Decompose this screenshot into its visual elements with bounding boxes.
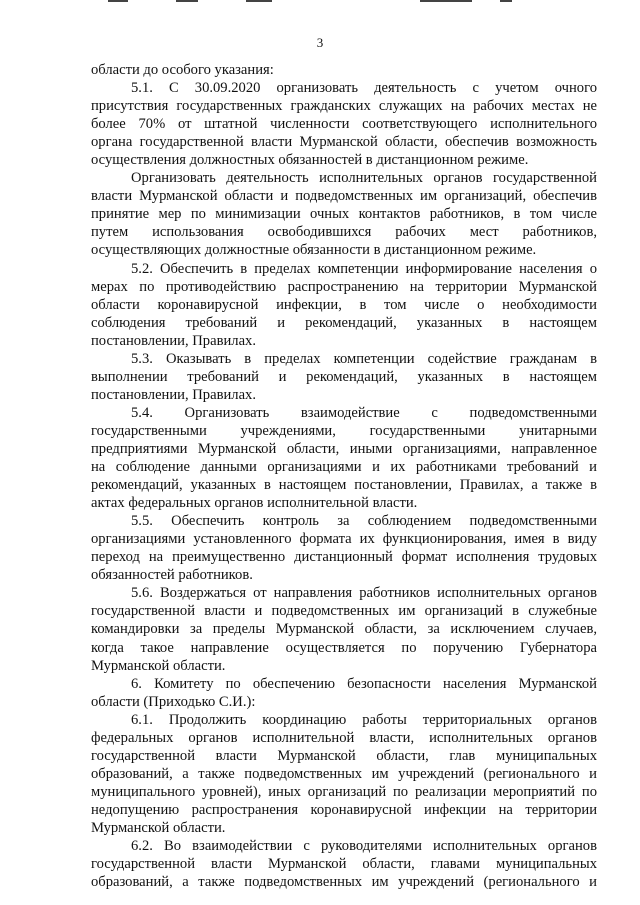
scan-top-marks [0, 0, 640, 6]
text-line: области коронавирусной инфекции, в том числе о необходимости [91, 296, 597, 313]
text-line: командировки за пределы Мурманской области, за исключением случаев, [91, 621, 597, 638]
text-line: 6. Комитету по обеспечению безопасности населения Мурманской [131, 675, 597, 692]
scan-mark [500, 0, 512, 2]
text-line: 5.2. Обеспечить в пределах компетенции информирование населения о [131, 260, 597, 277]
text-line: более 70% от штатной численности соответствующего исполнительного [91, 116, 597, 133]
text-line: 5.4. Организовать взаимодействие с подведомственными [131, 404, 597, 421]
text-line: осуществления должностных обязанностей в дистанционном режиме. [91, 152, 529, 169]
text-line: образований, а также подведомственных им учреждений (регионального и [91, 765, 597, 782]
text-line: присутствия государственных гражданских служащих на рабочих местах не [91, 98, 597, 115]
text-line: государственными учреждениями, государственными унитарными [91, 422, 597, 439]
text-line: 6.1. Продолжить координацию работы территориальных органов [131, 711, 597, 728]
text-line: Мурманской области. [91, 819, 226, 836]
text-line: принятие мер по минимизации очных контактов работников, в том числе [91, 206, 597, 223]
text-line: переход на преимущественно дистанционный формат исполнения трудовых [91, 549, 597, 566]
text-line: Мурманской области. [91, 657, 226, 674]
text-line: образований, а также подведомственных им учреждений (регионального и [91, 874, 597, 891]
text-line: государственной власти Мурманской области, глав муниципальных [91, 747, 597, 764]
text-line: 5.6. Воздержаться от направления работников исполнительных органов [131, 585, 597, 602]
text-line: муниципального уровней), иных организаций по реализации мероприятий по [91, 783, 597, 800]
text-line: области (Приходько С.И.): [91, 693, 256, 710]
text-line: власти Мурманской области и подведомственных им организаций, обеспечив [91, 188, 597, 205]
text-line: организациями установленного формата их функционирования, имея в виду [91, 531, 597, 548]
text-line: федеральных органов исполнительной власти, исполнительных органов [91, 729, 597, 746]
scan-mark [246, 0, 272, 2]
text-line: 5.5. Обеспечить контроль за соблюдением подведомственными [131, 513, 597, 530]
text-line: постановлении, Правилах. [91, 386, 256, 403]
scan-mark [420, 0, 472, 2]
text-line: области до особого указания: [91, 62, 274, 78]
text-line: на соблюдение данными организациями и их работниками требований и [91, 459, 597, 476]
text-line: путем использования освободившихся рабочих мест работников, [91, 224, 597, 241]
text-line: предприятиями Мурманской области, иными организациями, направленное [91, 440, 597, 457]
text-line: 5.3. Оказывать в пределах компетенции содействие гражданам в [131, 350, 597, 367]
text-line: недопущению распространения коронавирусной инфекции на территории [91, 801, 597, 818]
text-line: Организовать деятельность исполнительных органов государственной [131, 170, 597, 187]
scan-mark [108, 0, 128, 2]
text-line: рекомендаций, указанных в настоящем постановлении, Правилах, а также в [91, 477, 597, 494]
document-body [91, 61, 597, 891]
scan-mark [176, 0, 198, 2]
text-line: выполнении требований и рекомендаций, указанных в настоящем [91, 368, 597, 385]
text-line: постановлении, Правилах. [91, 332, 256, 349]
text-line: обязанностей работников. [91, 567, 253, 584]
text-line: осуществляющих должностные обязанности в дистанционном режиме. [91, 242, 537, 259]
text-line: соблюдения требований и рекомендаций, указанных в настоящем [91, 314, 597, 331]
text-line: 6.2. Во взаимодействии с руководителями исполнительных органов [131, 838, 597, 855]
text-line: государственной власти Мурманской области, главами муниципальных [91, 856, 597, 873]
page-number: 3 [316, 35, 324, 50]
text-line: когда такое направление осуществляется по поручению Губернатора [91, 639, 597, 656]
text-line: мерах по противодействию распространению на территории Мурманской [91, 278, 597, 295]
text-line: актах федеральных органов исполнительной власти. [91, 495, 418, 512]
text-line: государственной власти и подведомственных им организаций в служебные [91, 603, 597, 620]
text-line: 5.1. С 30.09.2020 организовать деятельность с учетом очного [131, 80, 597, 97]
text-line: органа государственной власти Мурманской области, обеспечив возможность [91, 134, 597, 151]
